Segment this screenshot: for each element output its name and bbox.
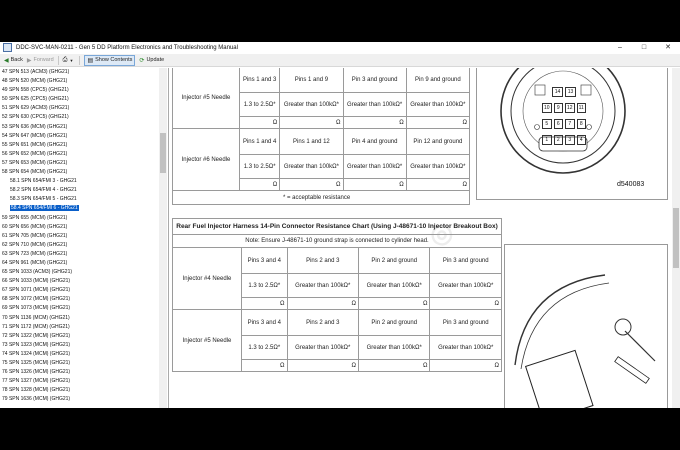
rear-table-title: Rear Fuel Injector Harness 14-Pin Connector Resistance Chart (Using J-48671-10 Injector Breakout Box) — [173, 219, 502, 235]
pin-cell: Pins 3 and 4 — [242, 310, 288, 336]
value-cell: Greater than 100kΩ* — [359, 336, 430, 360]
window-title: DDC-SVC-MAN-0211 - Gen 5 DD Platform Electronics and Troubleshooting Manual — [16, 44, 238, 51]
tree-item-label: 59 SPN 655 (MCM) (GHG21) — [2, 214, 68, 221]
tree-item[interactable] — [0, 377, 158, 386]
tree-item-label: 73 SPN 1323 (MCM) (GHG21) — [2, 341, 71, 348]
tree-item-label: 79 SPN 1636 (MCM) (GHG21) — [2, 396, 71, 403]
contents-tree — [0, 68, 158, 404]
tree-item[interactable] — [0, 113, 158, 122]
toolbar-separator — [79, 56, 80, 65]
pin-cell: Pin 4 and ground — [343, 129, 406, 155]
unit-cell: Ω — [287, 360, 358, 372]
tree-item[interactable] — [0, 368, 158, 377]
tree-item-label: 64 SPN 961 (MCM) (GHG21) — [2, 259, 68, 266]
forward-button[interactable] — [27, 57, 54, 64]
rear-resistance-table — [172, 215, 502, 372]
tree-item[interactable] — [0, 386, 158, 395]
pin-cell: Pin 2 and ground — [359, 248, 430, 274]
tree-item[interactable] — [0, 314, 158, 323]
tree-item-label: 49 SPN 558 (CPC5) (GHG21) — [2, 87, 69, 94]
tree-item[interactable] — [0, 68, 158, 77]
tree-item[interactable] — [0, 223, 158, 232]
pin-cell: Pins 1 and 12 — [280, 129, 343, 155]
value-cell: 1.3 to 2.5Ω* — [240, 93, 280, 117]
document-view — [170, 68, 672, 408]
tree-item[interactable] — [0, 350, 158, 359]
tree-item-label: 66 SPN 1033 (MCM) (GHG21) — [2, 278, 71, 285]
tree-item-label: 58 SPN 654 (MCM) (GHG21) — [2, 169, 68, 176]
value-cell: Greater than 100kΩ* — [430, 274, 502, 298]
pin-cell: Pin 12 and ground — [406, 129, 469, 155]
tree-item-label: 54 SPN 647 (MCM) (GHG21) — [2, 132, 68, 139]
injector-label: Injector #6 Needle — [173, 129, 240, 191]
tree-item[interactable] — [0, 123, 158, 132]
tree-item[interactable] — [0, 332, 158, 341]
tree-item-label: 76 SPN 1326 (MCM) (GHG21) — [2, 369, 71, 376]
connector-pin-label: 1 — [542, 135, 552, 145]
tree-item[interactable] — [0, 77, 158, 86]
minimize-button[interactable]: – — [618, 44, 622, 51]
tree-item-label: 77 SPN 1327 (MCM) (GHG21) — [2, 378, 71, 385]
tree-item-label: 75 SPN 1325 (MCM) (GHG21) — [2, 360, 71, 366]
value-cell: Greater than 100kΩ* — [359, 274, 430, 298]
injector-label: Injector #5 Needle — [173, 68, 240, 129]
unit-cell: Ω — [359, 298, 430, 310]
print-button[interactable] — [63, 57, 76, 64]
close-button[interactable]: ✕ — [665, 44, 671, 51]
chevron-down-icon: ▼ — [69, 57, 74, 63]
unit-cell: Ω — [406, 117, 469, 129]
unit-cell: Ω — [242, 360, 288, 372]
unit-cell: Ω — [430, 360, 502, 372]
toolbar-separator — [58, 56, 59, 65]
unit-cell: Ω — [406, 179, 469, 191]
tree-item-label: 67 SPN 1071 (MCM) (GHG21) — [2, 287, 71, 294]
tree-item-label: 56 SPN 652 (MCM) (GHG21) — [2, 150, 68, 157]
connector-pin-label: 12 — [566, 105, 573, 111]
tree-item-label: 58.2 SPN 654/FMI 4 - GHG21 — [10, 187, 77, 194]
tree-item-label: 52 SPN 630 (CPC5) (GHG21) — [2, 114, 69, 121]
footnote: * = acceptable resistance — [173, 191, 470, 205]
tree-item[interactable] — [0, 104, 158, 113]
unit-cell: Ω — [240, 179, 280, 191]
connector-pin-label: 6 — [554, 119, 564, 129]
tree-item[interactable] — [0, 286, 158, 295]
update-icon: ⟳ — [139, 57, 145, 64]
pin-row — [541, 135, 587, 145]
value-cell: Greater than 100kΩ* — [406, 155, 469, 179]
forward-label: Forward — [33, 57, 54, 63]
connector-pin-label: 11 — [577, 103, 587, 113]
pin-cell: Pin 3 and ground — [430, 310, 502, 336]
sidebar-scroll-thumb[interactable] — [160, 133, 166, 173]
unit-cell: Ω — [287, 298, 358, 310]
unit-cell: Ω — [343, 117, 406, 129]
pin-cell: Pin 3 and ground — [343, 68, 406, 93]
app-icon — [3, 43, 12, 52]
back-arrow-icon: ◀ — [4, 57, 9, 64]
pin-row — [541, 103, 587, 113]
unit-cell: Ω — [280, 117, 343, 129]
breakout-box-drawing — [505, 245, 667, 408]
value-cell: Greater than 100kΩ* — [406, 93, 469, 117]
connector-pin-label: 9 — [554, 103, 564, 113]
value-cell: 1.3 to 2.5Ω* — [242, 274, 288, 298]
unit-cell: Ω — [242, 298, 288, 310]
tree-item-label: 57 SPN 653 (MCM) (GHG21) — [2, 159, 68, 166]
tree-item-label: 63 SPN 723 (MCM) (GHG21) — [2, 250, 68, 257]
unit-cell: Ω — [240, 117, 280, 129]
tree-item-label: 53 SPN 636 (MCM) (GHG21) — [2, 123, 68, 130]
tree-item[interactable] — [0, 250, 158, 259]
tree-item-label: 72 SPN 1322 (MCM) (GHG21) — [2, 332, 71, 339]
tree-item[interactable] — [0, 295, 158, 304]
sidebar-scrollbar[interactable] — [159, 68, 167, 408]
tree-item-label: 70 SPN 1136 (MCM) (GHG21) — [2, 314, 70, 321]
tree-item-label: 78 SPN 1328 (MCM) (GHG21) — [2, 387, 71, 394]
pin-cell: Pins 1 and 9 — [280, 68, 343, 93]
rear-table-note: Note: Ensure J-48671-10 ground strap is connected to cylinder head. — [173, 235, 502, 248]
value-cell: Greater than 100kΩ* — [287, 274, 358, 298]
document-scroll-thumb[interactable] — [673, 208, 679, 268]
tree-item-label: 47 SPN 513 (ACM3) (GHG21) — [2, 69, 70, 75]
connector-pin-label: 3 — [565, 135, 575, 145]
watermark: ◎ — [426, 215, 457, 251]
back-label: Back — [10, 57, 23, 63]
tree-item-label: 55 SPN 651 (MCM) (GHG21) — [2, 141, 68, 148]
window-controls — [608, 42, 680, 53]
tree-item-label: 71 SPN 1172 (MCM) (GHG21) — [2, 323, 70, 330]
tree-item[interactable] — [0, 95, 158, 104]
tree-item-label: 68 SPN 1072 (MCM) (GHG21) — [2, 296, 71, 303]
connector-pin-label: 10 — [543, 105, 550, 111]
update-label: Update — [146, 57, 165, 63]
toolbar — [0, 54, 680, 67]
pin-cell: Pins 3 and 4 — [242, 248, 288, 274]
diagram-caption: d540083 — [617, 181, 645, 188]
value-cell: Greater than 100kΩ* — [343, 93, 406, 117]
connector-pin-label: 8 — [577, 119, 587, 129]
tree-item[interactable] — [0, 195, 158, 204]
tree-item[interactable] — [0, 341, 158, 350]
breakout-box-illustration — [504, 244, 668, 408]
connector-pin-label: 14 — [552, 87, 563, 97]
update-button[interactable] — [139, 57, 164, 64]
contents-icon: ▤ — [87, 57, 94, 64]
pin-row — [541, 119, 587, 129]
title-bar — [0, 42, 680, 53]
show-contents-label: Show Contents — [95, 57, 133, 63]
tree-item[interactable] — [0, 395, 158, 404]
tree-item[interactable] — [0, 359, 158, 368]
app-window — [0, 42, 680, 408]
pin-cell: Pins 2 and 3 — [287, 310, 358, 336]
value-cell: 1.3 to 2.5Ω* — [242, 336, 288, 360]
pin-cell: Pins 2 and 3 — [287, 248, 358, 274]
connector-pin-label: 13 — [565, 87, 576, 97]
value-cell: Greater than 100kΩ* — [280, 93, 343, 117]
unit-cell: Ω — [280, 179, 343, 191]
value-cell: Greater than 100kΩ* — [280, 155, 343, 179]
pin-cell: Pin 3 and ground — [430, 248, 502, 274]
pin-cell: Pins 1 and 3 — [240, 68, 280, 93]
tree-item-label: 62 SPN 710 (MCM) (GHG21) — [2, 241, 68, 248]
tree-item[interactable] — [0, 277, 158, 286]
tree-item-label: 74 SPN 1324 (MCM) (GHG21) — [2, 350, 71, 357]
tree-item[interactable] — [0, 150, 158, 159]
connector-pin-label: 7 — [565, 119, 575, 129]
value-cell: Greater than 100kΩ* — [287, 336, 358, 360]
tree-item-label: 60 SPN 656 (MCM) (GHG21) — [2, 223, 68, 230]
contents-sidebar — [0, 68, 169, 408]
pin-cell: Pin 2 and ground — [359, 310, 430, 336]
tree-item[interactable] — [0, 86, 158, 95]
tree-item-label: 51 SPN 629 (ACM3) (GHG21) — [2, 105, 70, 112]
front-resistance-table — [172, 68, 470, 205]
unit-cell: Ω — [343, 179, 406, 191]
tree-item[interactable] — [0, 323, 158, 332]
connector-pin-label: 5 — [542, 119, 552, 129]
tree-item-label: 58.4 SPN 654/FMI 6 - GHG21 — [11, 205, 78, 212]
pin-cell: Pin 9 and ground — [406, 68, 469, 93]
tree-item-label: 50 SPN 625 (CPC5) (GHG21) — [2, 96, 69, 103]
connector-diagram — [476, 68, 668, 200]
tree-item[interactable] — [0, 232, 158, 241]
connector-pin-grid — [541, 87, 587, 151]
tree-item-label: 69 SPN 1073 (MCM) (GHG21) — [2, 305, 71, 312]
connector-pin-label: 4 — [577, 135, 587, 145]
tree-item[interactable] — [0, 168, 158, 177]
tree-item[interactable] — [0, 204, 158, 213]
tree-item[interactable] — [0, 304, 158, 313]
tree-item-label: 61 SPN 705 (MCM) (GHG21) — [2, 232, 68, 239]
tree-item[interactable] — [0, 141, 158, 150]
tree-item-label: 48 SPN 520 (MCM) (GHG21) — [2, 78, 68, 85]
back-button[interactable] — [4, 57, 23, 64]
tree-item[interactable] — [0, 132, 158, 141]
tree-item-label: 58.3 SPN 654/FMI 5 - GHG21 — [10, 196, 77, 203]
tree-item[interactable] — [0, 214, 158, 223]
unit-cell: Ω — [359, 360, 430, 372]
tree-item[interactable] — [0, 259, 158, 268]
value-cell: Greater than 100kΩ* — [343, 155, 406, 179]
document-scrollbar[interactable] — [672, 68, 680, 408]
tree-item[interactable] — [0, 186, 158, 195]
maximize-button[interactable]: □ — [641, 44, 647, 51]
pin-cell: Pins 1 and 4 — [240, 129, 280, 155]
tree-item[interactable] — [0, 159, 158, 168]
tree-item[interactable] — [0, 268, 158, 277]
tree-item[interactable] — [0, 241, 158, 250]
tree-item[interactable] — [0, 177, 158, 186]
connector-pin-label: 2 — [554, 135, 564, 145]
value-cell: Greater than 100kΩ* — [430, 336, 502, 360]
injector-label: Injector #4 Needle — [173, 248, 242, 310]
forward-arrow-icon: ▶ — [26, 57, 32, 64]
injector-label: Injector #5 Needle — [173, 310, 242, 372]
unit-cell: Ω — [430, 298, 502, 310]
pin-row — [541, 87, 587, 97]
value-cell: 1.3 to 2.5Ω* — [240, 155, 280, 179]
tree-item-label: 58.1 SPN 654/FMI 3 - GHG21 — [10, 178, 77, 185]
printer-icon: ⎙ — [62, 56, 68, 63]
tree-item-label: 65 SPN 1033 (ACM3) (GHG21) — [2, 269, 73, 276]
show-contents-button[interactable] — [84, 55, 135, 66]
